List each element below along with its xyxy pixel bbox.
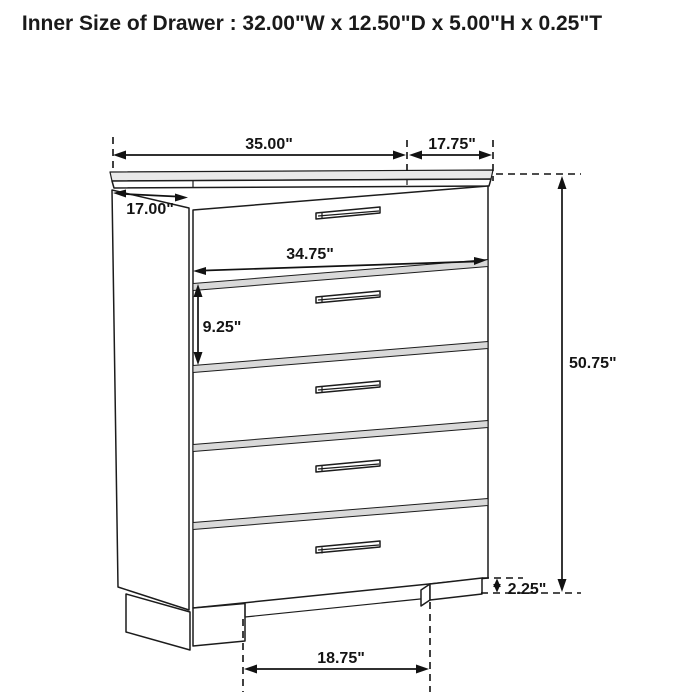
arrowhead [493,584,501,593]
dim-label-drawer-height: 9.25" [202,319,242,336]
dim-label-feet-clearance: 18.75" [317,650,365,667]
dim-label-overall-height: 50.75" [569,355,617,372]
arrowhead [416,665,429,674]
dim-label-top-depth: 17.75" [428,136,476,153]
arrowhead [558,579,567,592]
arrowhead [175,194,188,202]
arrowhead [409,151,422,160]
dim-label-side-depth: 17.00" [126,201,174,218]
left-foot [193,604,245,647]
base-recess-edge [245,598,430,617]
chest-top-front-edge [112,179,491,188]
page-title: Inner Size of Drawer : 32.00"W x 12.50"D x 5.00"H x 0.25"T [21,12,603,35]
dim-label-foot-height: 2.25" [507,581,547,598]
arrowhead [393,151,406,160]
arrowhead [479,151,492,160]
right-foot-side [421,584,430,606]
dim-label-top-width: 35.00" [245,136,293,153]
chest-side-panel [112,190,189,610]
arrowhead [113,151,126,160]
arrowhead [558,176,567,189]
arrowhead [244,665,257,674]
chest-drawing [110,170,493,650]
dim-label-front-width: 34.75" [286,246,334,263]
